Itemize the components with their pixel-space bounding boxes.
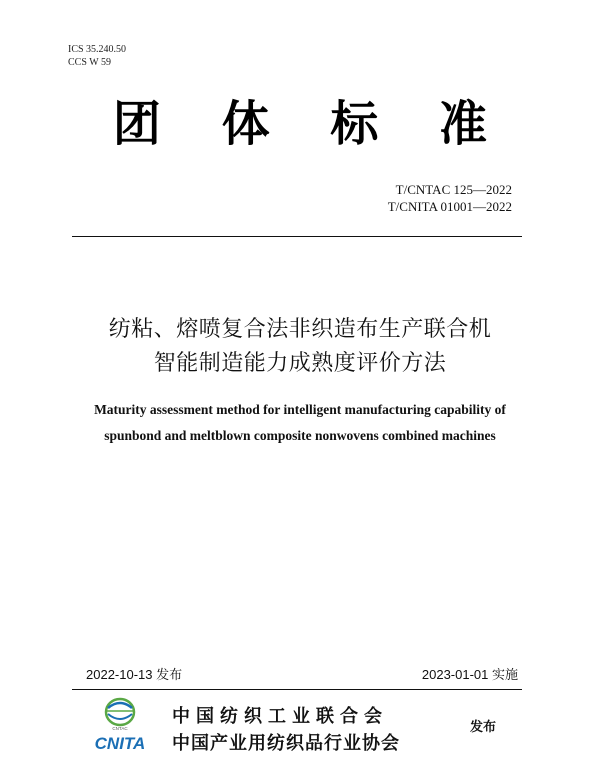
organization-2: 中国产业用纺织品行业协会 <box>172 733 400 754</box>
standard-number-1: T/CNTAC 125—2022 <box>395 182 512 197</box>
standard-number-2: T/CNITA 01001—2022 <box>387 199 512 214</box>
english-title-line-2: spunbond and meltblown composite nonwovens combined machines <box>104 428 496 443</box>
ccs-code: CCS W 59 <box>68 57 111 68</box>
publish-date: 2022-10-13 发布 <box>86 667 183 682</box>
chinese-title-line-2: 智能制造能力成熟度评价方法 <box>153 351 447 376</box>
cnita-logo <box>78 694 162 754</box>
ics-code: ICS 35.240.50 <box>68 44 127 55</box>
cnita-emblem-icon <box>78 694 162 754</box>
organization-1: 中国纺织工业联合会 <box>172 706 388 727</box>
issue-label: 发布 <box>470 720 497 735</box>
english-title-line-1: Maturity assessment method for intelligent manufacturing capability of <box>94 402 506 417</box>
logo-text: CNITA <box>94 734 146 753</box>
top-divider <box>72 236 522 237</box>
document-type-title: 团 体 标 准 <box>112 96 510 152</box>
logo-small-text: CNTAC <box>112 726 128 731</box>
implement-date: 2023-01-01 实施 <box>421 667 518 682</box>
bottom-divider <box>72 689 522 690</box>
chinese-title-line-1: 纺粘、熔喷复合法非织造布生产联合机 <box>108 317 492 342</box>
